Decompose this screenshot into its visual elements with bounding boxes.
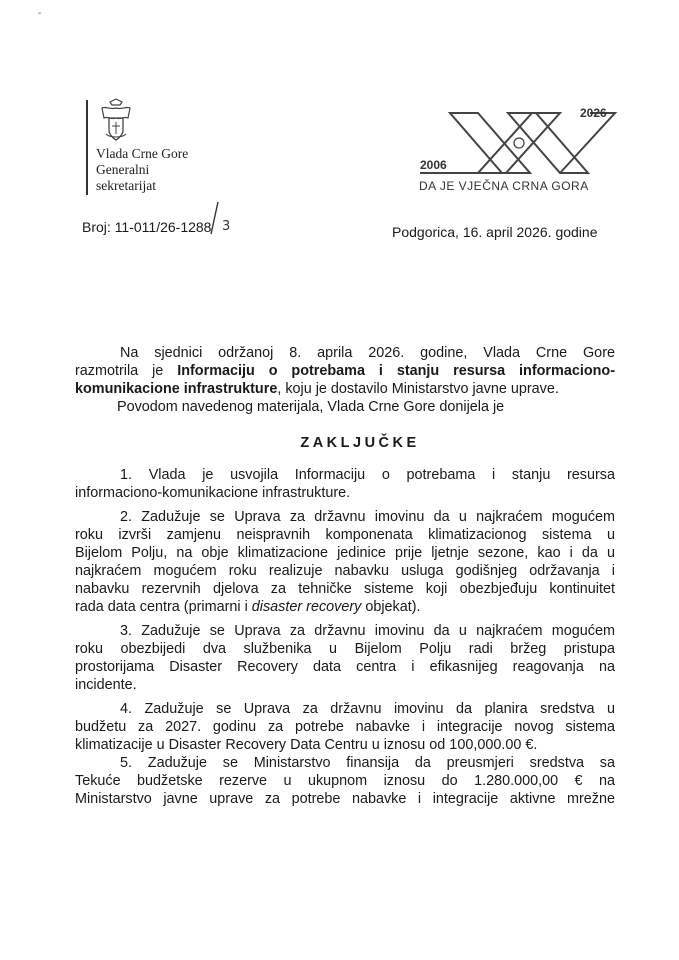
document-body xyxy=(75,344,615,808)
item-line: 3. Zadužuje se Uprava za državnu imovinu da u najkraćem mogućem xyxy=(120,623,615,639)
item-line: budžetu za 2027. godinu za potrebe nabavke i integracije novog sistema xyxy=(75,719,615,735)
item-line: 4. Zadužuje se Uprava za državnu imovinu da planira sredstva u xyxy=(120,701,615,717)
section-heading: ZAKLJUČKE xyxy=(300,435,420,451)
item-line: prostorijama Disaster Recovery data centra i efikasnijeg reagovanja na xyxy=(75,659,615,675)
coat-of-arms-icon xyxy=(96,98,136,144)
intro-line: Povodom navedenog materijala, Vlada Crne Gore donijela je xyxy=(117,399,505,415)
handwritten-suffix xyxy=(208,200,238,236)
intro-line: Na sjednici održanoj 8. aprila 2026. godine, Vlada Crne Gore xyxy=(120,345,615,361)
item-line: 2. Zadužuje se Uprava za državnu imovinu da u najkraćem mogućem xyxy=(120,509,615,525)
item-line: rada data centra (primarni i disaster recovery objekat). xyxy=(75,599,421,615)
logo-motto: DA JE VJEČNA CRNA GORA xyxy=(419,179,589,193)
place-date: Podgorica, 16. april 2026. godine xyxy=(392,224,598,240)
sender-line: Vlada Crne Gore xyxy=(96,146,189,161)
item-line: klimatizacije u Disaster Recovery Data Centru u iznosu od 100,000.00 €. xyxy=(75,737,538,753)
header-divider xyxy=(86,100,88,195)
item-line: roku obezbijedi dva službenika u Bijelom Polju radi bržeg pristupa xyxy=(75,641,615,657)
scan-mark: - xyxy=(38,8,42,19)
broj-label: Broj: xyxy=(82,219,111,235)
item-line: 1. Vlada je usvojila Informaciju o potrebama i stanju resursa xyxy=(120,467,615,483)
sender-line: Generalni xyxy=(96,162,150,177)
item-line: incidente. xyxy=(75,677,137,693)
item-line: nabavku rezervnih djelova za tehničke sisteme koji obezbjeđuju kontinuitet xyxy=(75,581,615,597)
intro-line: razmotrila je Informaciju o potrebama i stanju resursa informaciono- xyxy=(75,363,615,379)
bold-title: komunikacione infrastrukture xyxy=(75,381,278,397)
logo-year-left: 2006 xyxy=(420,158,447,172)
sender-block xyxy=(96,146,188,194)
item-line: najkraćem mogućem roku realizuje nabavku usluga godišnjeg održavanja i xyxy=(75,563,615,579)
sender-line: sekretarijat xyxy=(96,178,156,193)
broj-value: 11-011/26-1288 xyxy=(114,219,212,235)
item-line: roku izvrši zamjenu neispravnih komponenata klimatizacionog sistema u xyxy=(75,527,615,543)
item-line: informaciono-komunikacione infrastrukture. xyxy=(75,485,351,501)
item-line: Bijelom Polju, na obje klimatizacione jedinice prije ljetnje sezone, kao i da u xyxy=(75,545,615,561)
intro-line: komunikacione infrastrukture, koju je dostavilo Ministarstvo javne uprave. xyxy=(75,381,559,397)
logo-year-right: 2026 xyxy=(580,106,607,120)
item-line: 5. Zadužuje se Ministarstvo finansija da preusmjeri sredstva sa xyxy=(120,755,615,771)
item-line: Tekuće budžetske rezerve u ukupnom iznosu do 1.280.000,00 € na xyxy=(75,773,615,789)
item-line: Ministarstvo javne uprave za potrebe nabavke i integracije aktivne mrežne xyxy=(75,791,615,807)
bold-title: Informaciju o potrebama i stanju resursa informaciono- xyxy=(177,363,615,379)
reference-number xyxy=(82,219,211,235)
handwritten-number: 3 xyxy=(222,219,231,234)
